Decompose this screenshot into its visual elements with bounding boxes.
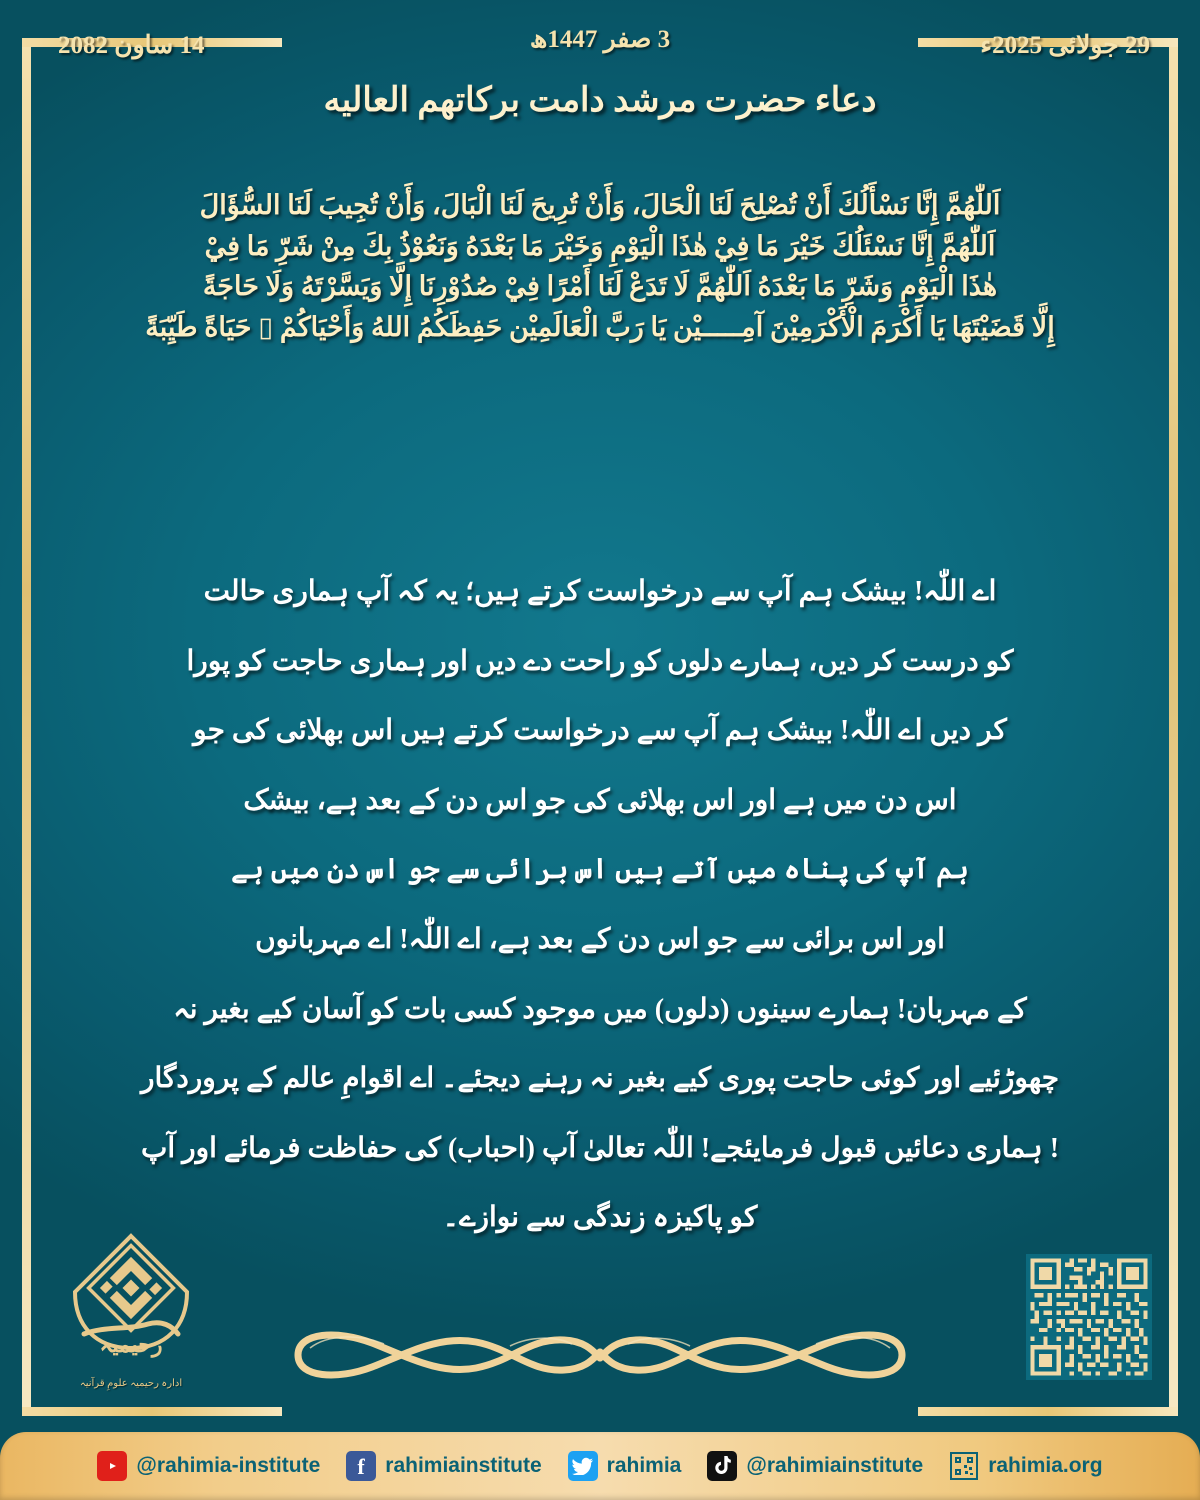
urdu-translation-line: کے مہربان! ہمارے سینوں (دلوں) میں موجود کسی بات کو آسان کیے بغیر نہ: [173, 993, 1027, 1025]
svg-text:f: f: [357, 1454, 365, 1479]
urdu-translation-line: کو درست کر دیں، ہمارے دلوں کو راحت دے دیں اور ہماری حاجت کو پورا: [186, 645, 1014, 677]
arabic-dua-line: اَللّٰهُمَّ إِنَّا نَسْأَلُكَ أَنْ تُصْلِحَ لَنَا الْحَالَ، وَأَنْ تُرِيحَ لَنَا الْبَالَ، وَأَنْ تُجِيبَ لَنَا السُّؤَالَ: [199, 190, 1001, 220]
website-qr-icon: [949, 1451, 979, 1481]
arabic-dua-line: هٰذَا الْيَوْمِ وَشَرِّ مَا بَعْدَهُ اَللّٰهُمَّ لَا تَدَعْ لَنَا أَمْرًا فِيْ صُدُوْرِنَا إِلَّا وَيَسَّرْتَهُ وَلَا حَاجَةً: [202, 271, 998, 302]
logo-wordmark: رحیمیہ: [99, 1332, 163, 1357]
social-link-tiktok[interactable]: [707, 1451, 923, 1481]
frame-border-right: [1169, 38, 1178, 1416]
urdu-translation-line: اے اللّٰہ! بیشک ہم آپ سے درخواست کرتے ہیں؛ یہ کہ آپ ہماری حالت: [203, 576, 997, 607]
social-handle-twitter: rahimia: [606, 1454, 682, 1477]
youtube-icon: [97, 1451, 127, 1481]
frame-border-left: [22, 38, 31, 1416]
website-url: rahimia.org: [988, 1454, 1103, 1477]
urdu-translation-block: [95, 575, 1105, 1235]
qr-code[interactable]: [1026, 1254, 1152, 1380]
social-handle-youtube: @rahimia-institute: [136, 1454, 321, 1477]
social-link-twitter[interactable]: [568, 1451, 682, 1481]
arabic-dua-line: إِلَّا قَضَيْتَهَا يَا أَكْرَمَ الْأَكْرَمِيْنَ آمِـــــيْن يَا رَبَّ الْعَالَمِيْن حَفِظَكُمُ اللهُ وَأَحْيَاكُمْ ▯ حَيَاةً طَيِّبَةً: [145, 311, 1055, 342]
urdu-translation-line: ہم آپ کی پناہ میں آتے ہیں اس برائی سے جو اس دن میں ہے: [231, 854, 969, 886]
social-link-youtube[interactable]: [97, 1451, 320, 1481]
desi-date: 14 ساون 2082: [58, 32, 205, 59]
gregorian-date: 29 جولائی 2025ء: [980, 32, 1150, 59]
frame-border-bottom-right: [918, 1407, 1178, 1416]
tiktok-icon: [707, 1451, 737, 1481]
rahimia-logo: [56, 1230, 206, 1389]
social-handle-tiktok: @rahimiainstitute: [746, 1454, 924, 1477]
social-handle-facebook: rahimiainstitute: [385, 1454, 542, 1477]
urdu-translation-line: کر دیں اے اللّٰہ! بیشک ہم آپ سے درخواست کرتے ہیں اس بھلائی کی جو: [193, 715, 1007, 747]
urdu-translation-line: چھوڑئیے اور کوئی حاجت پوری کیے بغیر نہ رہنے دیجئے۔ اے اقوامِ عالم کے پروردگار: [140, 1063, 1060, 1095]
urdu-translation-line: کو پاکیزہ زندگی سے نوازے۔: [442, 1202, 758, 1234]
urdu-translation-line: ! ہماری دعائیں قبول فرمایئجے! اللّٰہ تعالیٰ آپ (احباب) کی حفاظت فرمائے اور آپ: [140, 1132, 1060, 1164]
social-link-facebook[interactable]: [346, 1451, 541, 1481]
page-title: دعاء حضرت مرشد دامت بركاتهم العاليه: [323, 82, 877, 119]
arabic-dua-line: اَللّٰهُمَّ إِنَّا نَسْئَلُكَ خَيْرَ مَا فِيْ هٰذَا الْيَوْمِ وَخَيْرَ مَا بَعْدَهُ وَنَعُوْذُ بِكَ مِنْ شَرِّ مَا فِيْ: [204, 230, 996, 261]
logo-subtitle: ادارہ رحیمیہ علومِ قرآنیہ: [79, 1378, 183, 1389]
urdu-translation-line: اس دن میں ہے اور اس بھلائی کی جو اس دن کے بعد ہے، بیشک: [243, 784, 957, 816]
footer-social-bar: [0, 1432, 1200, 1500]
facebook-icon: [346, 1451, 376, 1481]
ornamental-flourish-icon: [280, 1318, 920, 1392]
arabic-dua-block: [62, 188, 1138, 350]
twitter-icon: [568, 1451, 598, 1481]
urdu-translation-line: اور اس برائی سے جو اس دن کے بعد ہے، اے اللّٰہ! اے مہربانوں: [255, 923, 945, 955]
hijri-date: 3 صفر 1447ھ: [529, 26, 671, 53]
website-link[interactable]: [949, 1451, 1102, 1481]
frame-border-bottom-left: [22, 1407, 282, 1416]
